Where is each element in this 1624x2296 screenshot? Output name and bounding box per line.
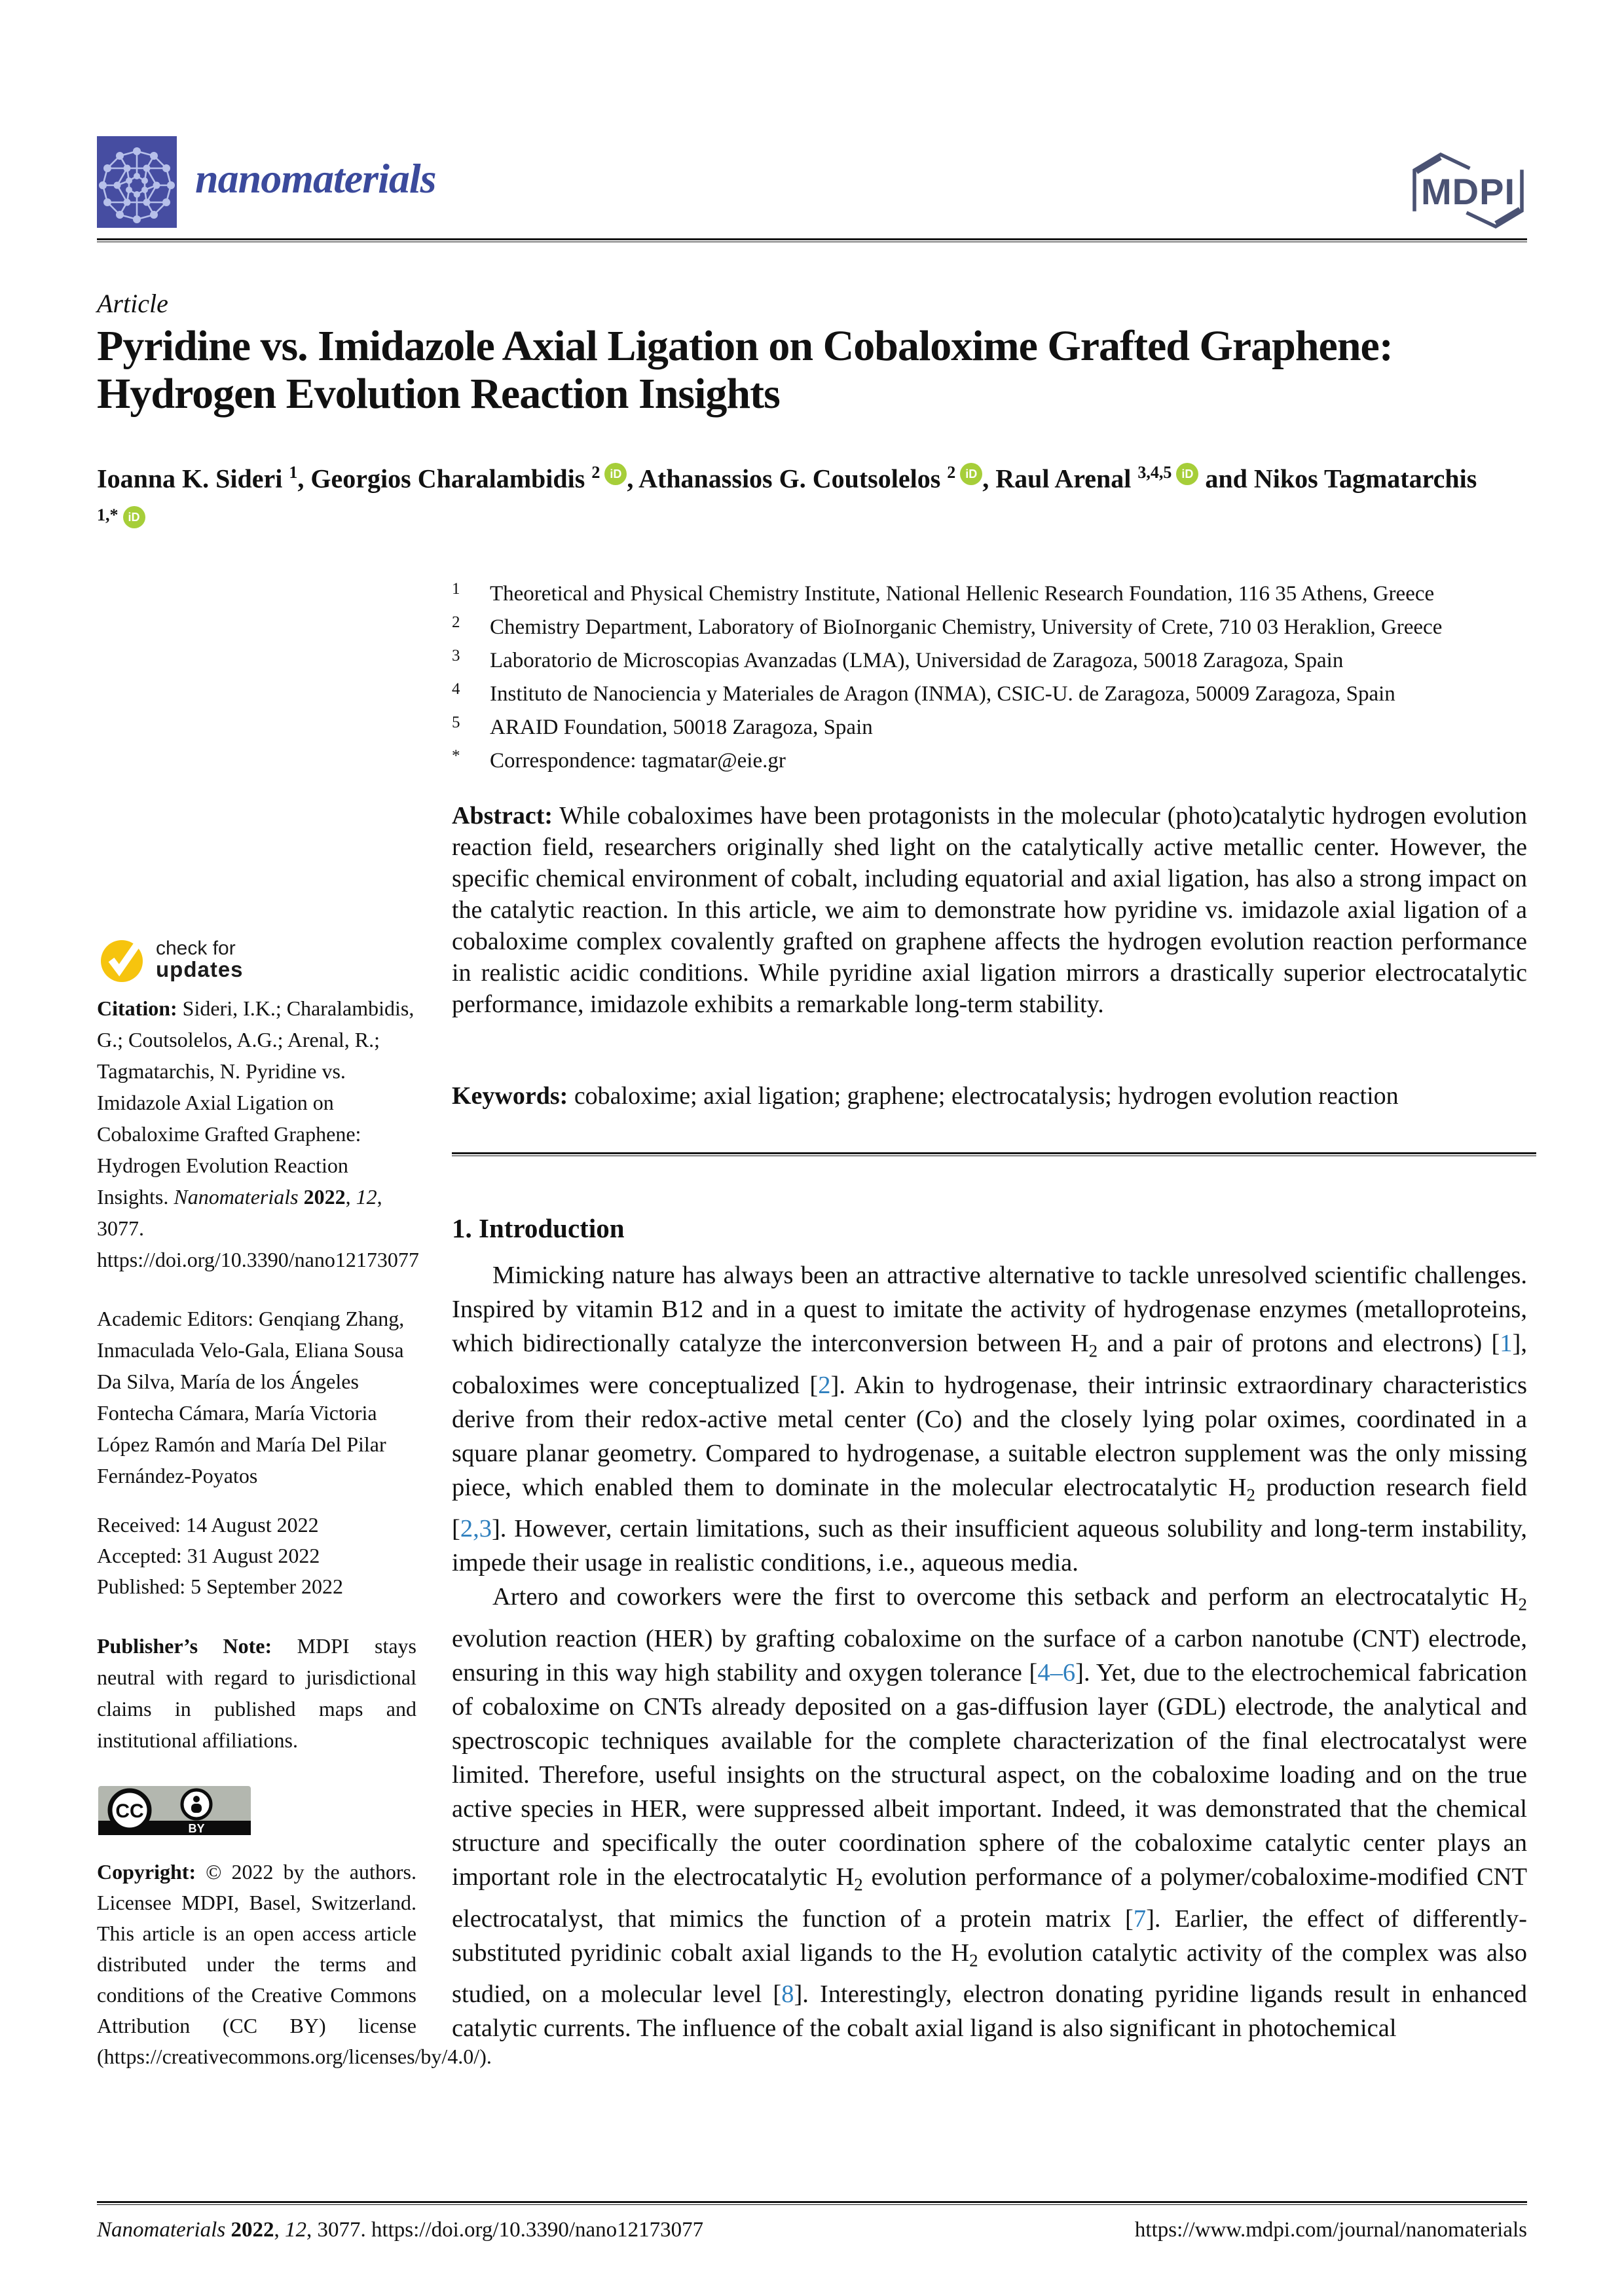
footer (97, 2218, 1527, 2242)
affiliation-marker: 4 (452, 680, 460, 698)
orcid-icon[interactable]: iD (960, 463, 982, 485)
paragraph: Artero and coworkers were the first to overcome this setback and perform an electrocatalytic $H_2$ evolution reaction (HER) by grafting cobaloxime on the surface of a carbon nanotube (CNT) electrode, ensuring in this way high stability and oxygen tolerance [4–6]. Yet, due to the electrochemical fabrication of cobaloxime on CNTs already deposited on a gas-diffusion layer (GDL) electrode, the analytical and spectroscopic techniques available for the complete characterization of the final electrocatalyst were limited. Therefore, useful insights on the structural aspect, on the cobaloxime loading and on the true active species in HER, were suppressed albeit important. Indeed, it was demonstrated that the chemical structure and specifically the outer coordination sphere of the cobaloxime catalytic center plays an important role in the electrocatalytic $H_2$ evolution performance of a polymer/cobaloxime-modified CNT electrocatalyst, that mimics the function of a protein matrix [7]. Earlier, the effect of differently-substituted pyridinic cobalt axial ligands to the $H_2$ evolution catalytic activity of the complex was also studied, on a molecular level [8]. Interestingly, electron donating pyridine ligands result in enhanced catalytic currents. The influence of the cobalt axial ligand is also significant in photochemical (452, 1583, 1527, 2043)
reference-link[interactable]: 8 (781, 1980, 794, 2009)
footer-journal-url[interactable]: https://www.mdpi.com/journal/nanomaterials (1134, 2218, 1527, 2242)
affiliation-marker: 5 (452, 714, 460, 731)
affiliation-marker: 3 (452, 647, 460, 665)
affiliation-text: ARAID Foundation, 50018 Zaragoza, Spain (490, 716, 873, 739)
article-type-label: Article (97, 289, 168, 318)
published-date: Published: 5 September 2022 (97, 1575, 343, 1598)
affiliation-row (452, 711, 1527, 744)
affiliation-row (452, 678, 1527, 711)
orcid-icon[interactable]: iD (123, 506, 145, 528)
header-rule (97, 238, 1527, 242)
author-line: Ioanna K. Sideri $^1$, Georgios Charalambidis $^2$ iD , Athanassios G. Coutsolelos $^2$ iD , Raul Arenal $^{3,4,5}$ iD and Nikos Tagmatarchis $^{1,*}$ iD (97, 454, 1485, 540)
body-text (452, 1258, 1527, 2045)
mdpi-logo-text: MDPI (1421, 171, 1515, 212)
check-for-updates-label: check for updates (156, 938, 244, 981)
copyright-block: Copyright: © 2022 by the authors. Licensee MDPI, Basel, Switzerland. This article is an open access article distributed under the terms and conditions of the Creative Commons Attribution (CC BY) license (https://creativecommons.org/licenses/by/4.0/). (97, 1860, 492, 2068)
citation-block: Citation: Sideri, I.K.; Charalambidis, G.; Coutsolelos, A.G.; Arenal, R.; Tagmatarchis, N. Pyridine vs. Imidazole Axial Ligation on Cobaloxime Grafted Graphene: Hydrogen Evolution Reaction Insights. Nanomaterials 2022, 12, 3077. https://doi.org/10.3390/nano12173077 (97, 996, 419, 1271)
history-dates (97, 1510, 416, 1602)
academic-editors: Academic Editors: Genqiang Zhang, Inmaculada Velo-Gala, Eliana Sousa Da Silva, María de los Ángeles Fontecha Cámara, María Victoria López Ramón and María Del Pilar Fernández-Poyatos (97, 1307, 405, 1487)
fullerene-icon (97, 136, 177, 228)
footer-citation[interactable]: Nanomaterials 2022, 12, 3077. https://doi.org/10.3390/nano12173077 (97, 2218, 704, 2242)
cc-by-label: BY (188, 1822, 205, 1835)
affiliation-marker: 1 (452, 580, 460, 598)
mdpi-logo (1409, 149, 1527, 232)
correspondence-text[interactable]: Correspondence: tagmatar@eie.gr (490, 749, 786, 773)
person-icon (182, 1790, 211, 1819)
section-heading: 1. Introduction (452, 1213, 625, 1243)
footer-rule (97, 2201, 1527, 2205)
affiliation-marker: 2 (452, 613, 460, 631)
orcid-icon[interactable]: iD (604, 463, 627, 485)
received-date: Received: 14 August 2022 (97, 1513, 319, 1537)
reference-link[interactable]: 2,3 (460, 1515, 492, 1543)
affiliation-text: Theoretical and Physical Chemistry Institute, National Hellenic Research Foundation, 116 35 Athens, Greece (490, 582, 1435, 606)
affiliation-text: Instituto de Nanociencia y Materiales de Aragon (INMA), CSIC-U. de Zaragoza, 50009 Zaragoza, Spain (490, 682, 1395, 706)
cc-icon (110, 1791, 149, 1830)
reference-link[interactable]: 1 (1500, 1330, 1513, 1357)
affiliation-row (452, 611, 1527, 644)
keywords: Keywords: cobaloxime; axial ligation; graphene; electrocatalysis; hydrogen evolution reaction (452, 1082, 1399, 1110)
svg-text:CC: CC (115, 1800, 144, 1822)
journal-wordmark: nanomaterials (195, 155, 436, 202)
check-icon (100, 935, 147, 983)
orcid-icon[interactable]: iD (1176, 463, 1198, 485)
affiliation-row correspondence-row (452, 744, 1527, 778)
check-for-updates-badge[interactable] (100, 935, 244, 983)
accepted-date: Accepted: 31 August 2022 (97, 1544, 320, 1567)
nanomaterials-logo (97, 136, 177, 228)
publishers-note: Publisher’s Note: MDPI stays neutral with regard to jurisdictional claims in published maps and institutional affiliations. (97, 1634, 417, 1752)
affiliation-list (452, 577, 1527, 778)
article-title: Pyridine vs. Imidazole Axial Ligation on Cobaloxime Grafted Graphene: Hydrogen Evolution Reaction Insights (97, 322, 1393, 418)
abstract: Abstract: While cobaloximes have been protagonists in the molecular (photo)catalytic hydrogen evolution reaction field, researchers originally shed light on the catalytically active metallic center. However, the specific chemical environment of cobalt, including equatorial and axial ligation, has also a strong impact on the catalytic reaction. In this article, we aim to demonstrate how pyridine vs. imidazole axial ligation of a cobaloxime complex covalently grafted on graphene affects the hydrogen evolution reaction performance in realistic acidic conditions. While pyridine axial ligation mirrors a drastically superior electrocatalytic performance, imidazole exhibits a remarkable long-term stability. (452, 802, 1527, 1018)
cc-license-badge[interactable] (98, 1786, 251, 1838)
affiliation-text: Chemistry Department, Laboratory of BioInorganic Chemistry, University of Crete, 710 03 Heraklion, Greece (490, 615, 1443, 639)
affiliation-row (452, 644, 1527, 678)
paragraph: Mimicking nature has always been an attractive alternative to tackle unresolved scientific challenges. Inspired by vitamin B12 and in a quest to imitate the activity of hydrogenase enzymes (metalloproteins, which bidirectionally catalyze the interconversion between $H_2$ and a pair of protons and electrons) [1], cobaloximes were conceptualized [2]. Akin to hydrogenase, their intrinsic extraordinary characteristics derive from their redox-active metal center (Co) and the closely lying polar oximes, coordinated in a square planar geometry. Compared to hydrogenase, a suitable electron supplement was the only missing piece, which enabled them to dominate in the molecular electrocatalytic $H_2$ production research field [2,3]. However, certain limitations, such as their insufficient aqueous solubility and long-term instability, impede their usage in realistic conditions, i.e., aqueous media. (452, 1262, 1528, 1577)
affiliation-row (452, 577, 1527, 611)
reference-link[interactable]: 7 (1133, 1904, 1147, 1933)
divider-rule (452, 1152, 1536, 1156)
correspondence-marker: * (452, 747, 460, 765)
affiliation-text: Laboratorio de Microscopias Avanzadas (LMA), Universidad de Zaragoza, 50018 Zaragoza, Spain (490, 649, 1344, 672)
reference-link[interactable]: 2 (818, 1371, 831, 1399)
reference-link[interactable]: 4–6 (1037, 1659, 1076, 1687)
